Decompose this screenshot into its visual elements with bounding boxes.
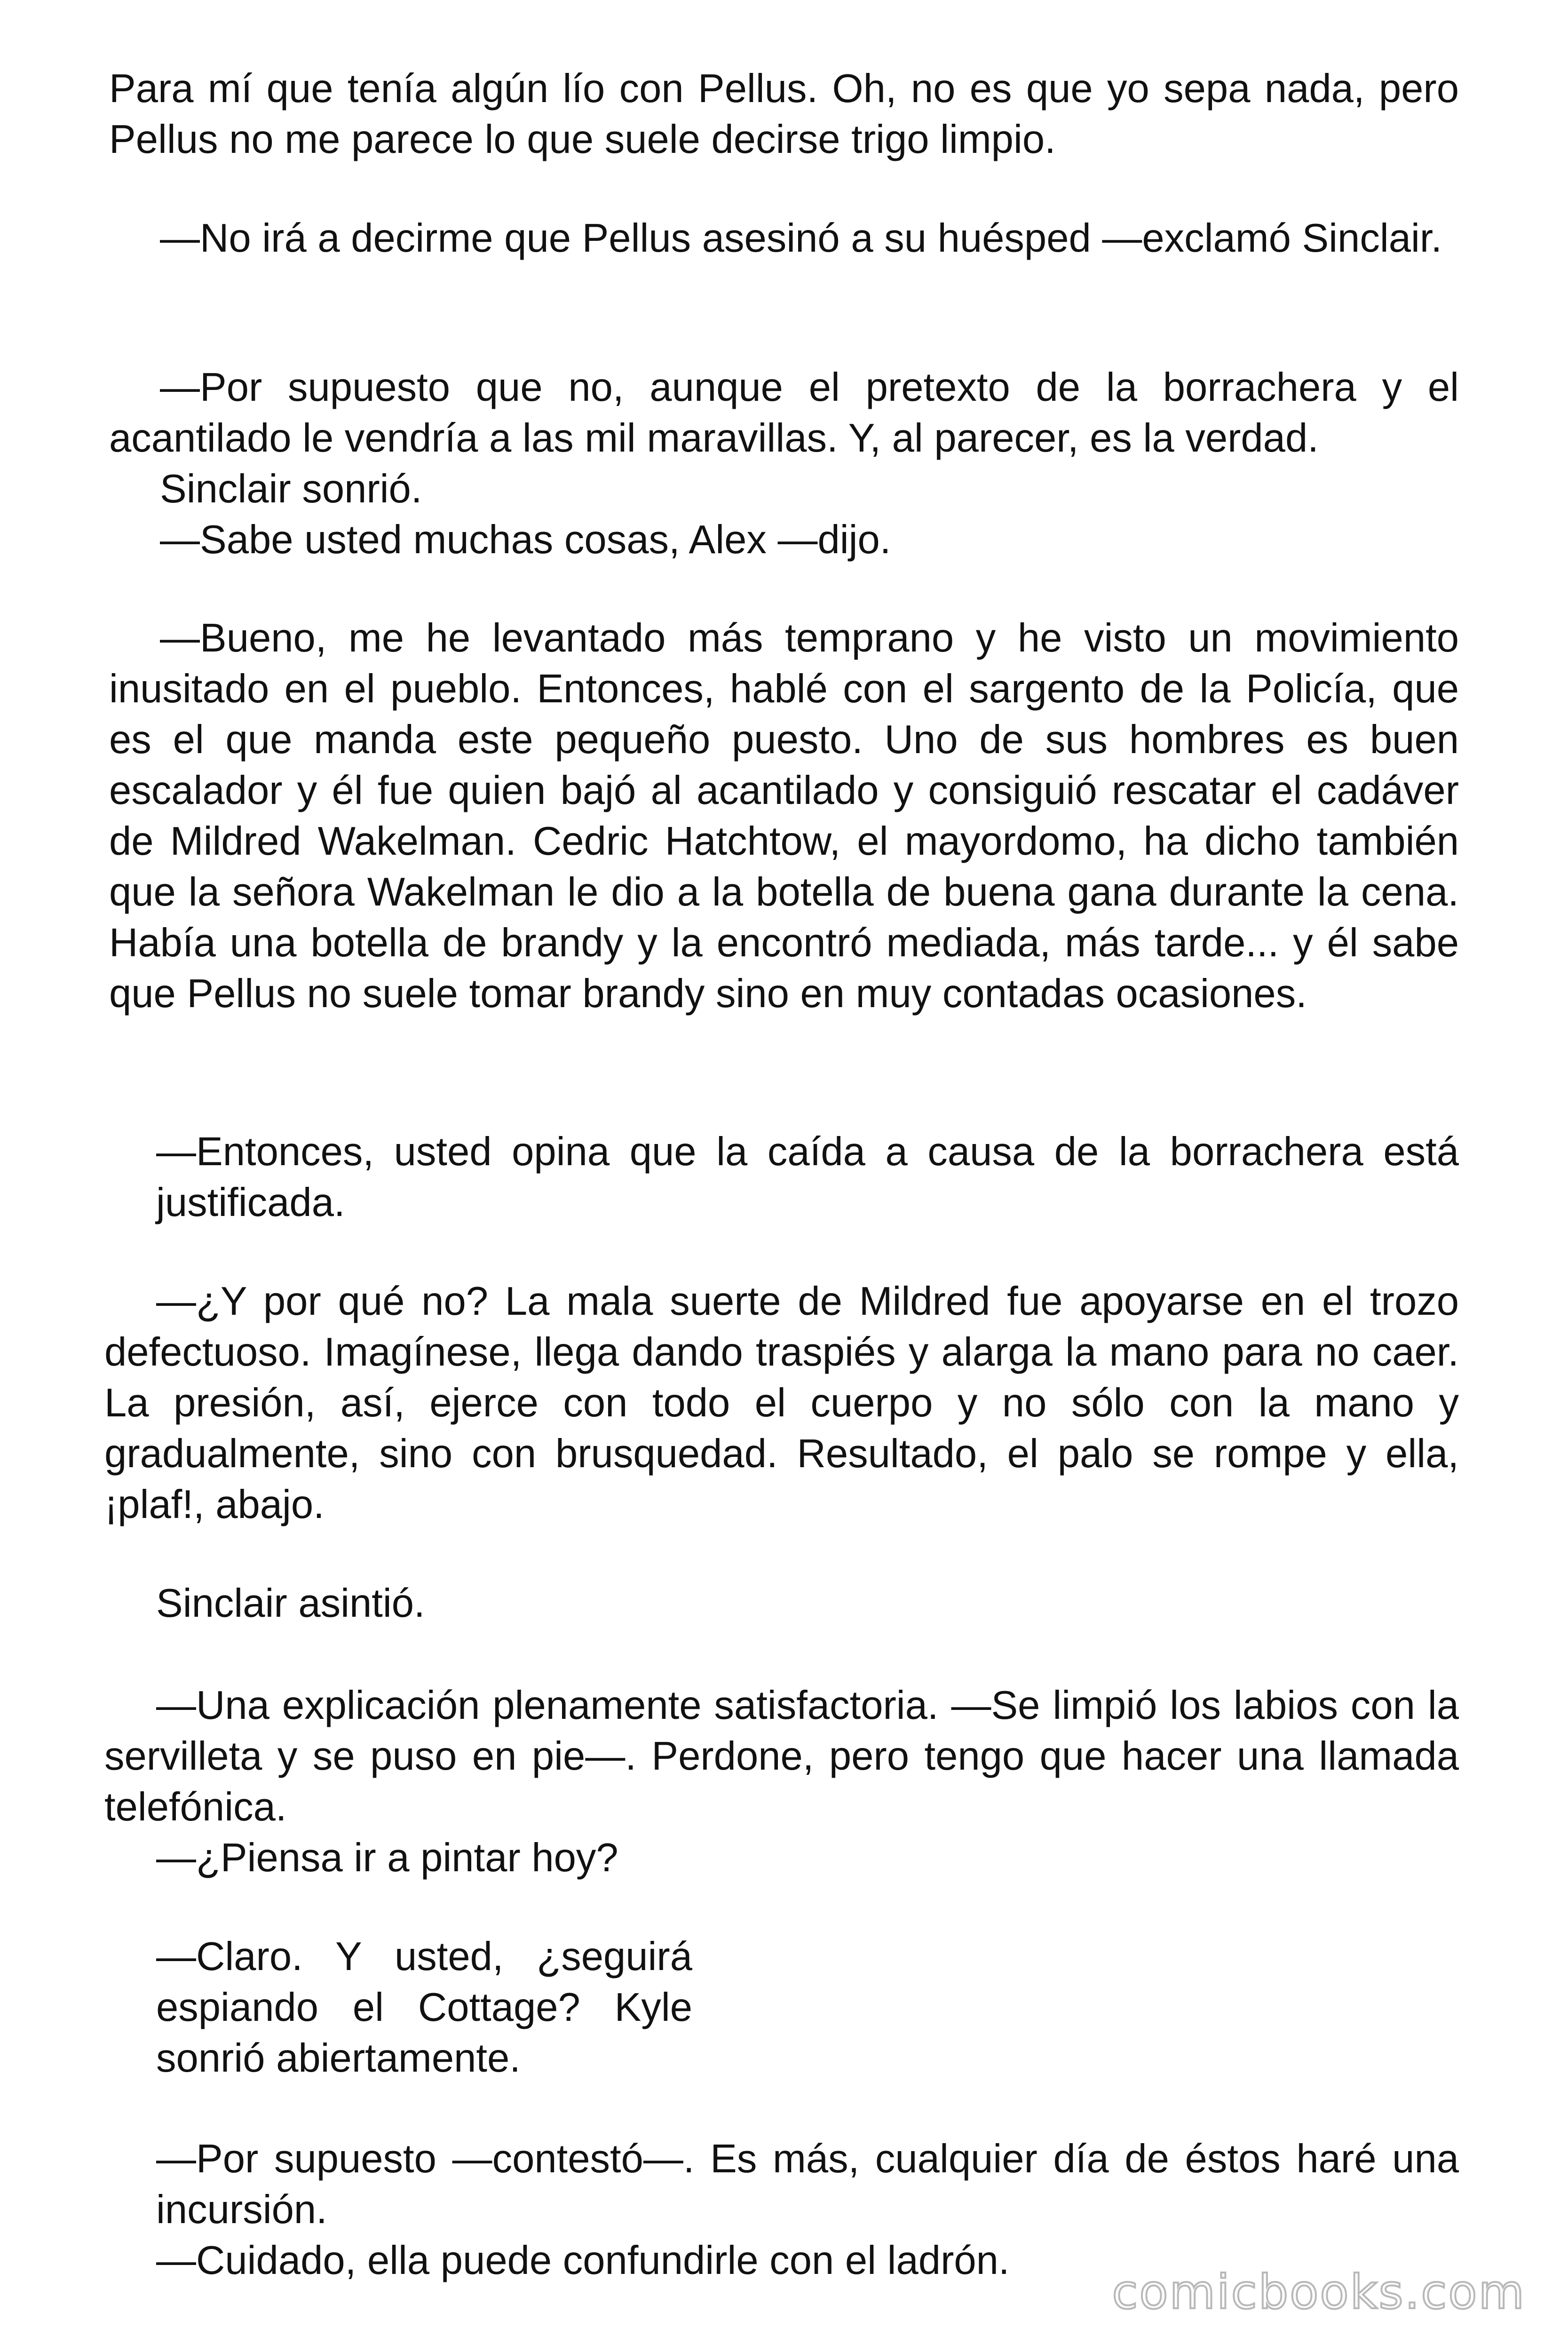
- paragraph-pellus-suspicion: Para mí que tenía algún lío con Pellus. Oh, no es que yo sepa nada, pero Pellus no me parece lo que suele decirse trigo limpio.: [109, 66, 1459, 162]
- paragraph-thief-warning: —Cuidado, ella puede confundirle con el ladrón.: [156, 2238, 1010, 2283]
- paragraph-borrachera-pretext: —Por supuesto que no, aunque el pretexto de la borrachera y el acantilado le vendría a las mil maravillas. Y, al parecer, es la verdad.: [109, 365, 1459, 461]
- paragraph-bad-luck: —¿Y por qué no? La mala suerte de Mildred fue apoyarse en el trozo defectuoso. Imagínese, llega dando traspiés y alarga la mano para no caer. La presión, así, ejerce con todo el cuerpo y no sólo con la mano y gradualmente, sino con brusquedad. Resultado, el palo se rompe y ella, ¡plaf!, abajo.: [104, 1279, 1459, 1527]
- paragraph-sinclair-nods: Sinclair asintió.: [156, 1581, 425, 1626]
- paragraph-alex-knows: —Sabe usted muchas cosas, Alex —dijo.: [160, 517, 891, 562]
- paragraph-police-account: —Bueno, me he levantado más temprano y he visto un movimiento inusitado en el pueblo. Entonces, hablé con el sargento de la Policía, que es el que manda este pequeño puesto. Uno de sus hombres es buen escalador y él fue quien bajó al acantilado y consiguió rescatar el cadáver de Mildred Wakelman. Cedric Hatchtow, el mayordomo, ha dicho también que la señora Wakelman le dio a la botella de buena gana durante la cena. Había una botella de brandy y la encontró mediada, más tarde... y él sabe que Pellus no suele tomar brandy sino en muy contadas ocasiones.: [109, 616, 1459, 1016]
- watermark: comicbooks.com: [1112, 2265, 1526, 2320]
- paragraph-paint-today: —¿Piensa ir a pintar hoy?: [156, 1836, 618, 1880]
- paragraph-spy-cottage: —Claro. Y usted, ¿seguirá espiando el Cottage? Kyle sonrió abiertamente.: [156, 1934, 692, 2081]
- paragraph-sinclair-exclaims: —No irá a decirme que Pellus asesinó a su huésped —exclamó Sinclair.: [160, 216, 1442, 261]
- paragraph-sinclair-smiles: Sinclair sonrió.: [160, 467, 422, 511]
- paragraph-phone-call: —Una explicación plenamente satisfactoria. —Se limpió los labios con la servilleta y se puso en pie—. Perdone, pero tengo que hacer una llamada telefónica.: [104, 1683, 1459, 1829]
- paragraph-fall-justified: —Entonces, usted opina que la caída a causa de la borrachera está justificada.: [156, 1129, 1459, 1225]
- paragraph-incursion: —Por supuesto —contestó—. Es más, cualquier día de éstos haré una incursión.: [156, 2137, 1459, 2232]
